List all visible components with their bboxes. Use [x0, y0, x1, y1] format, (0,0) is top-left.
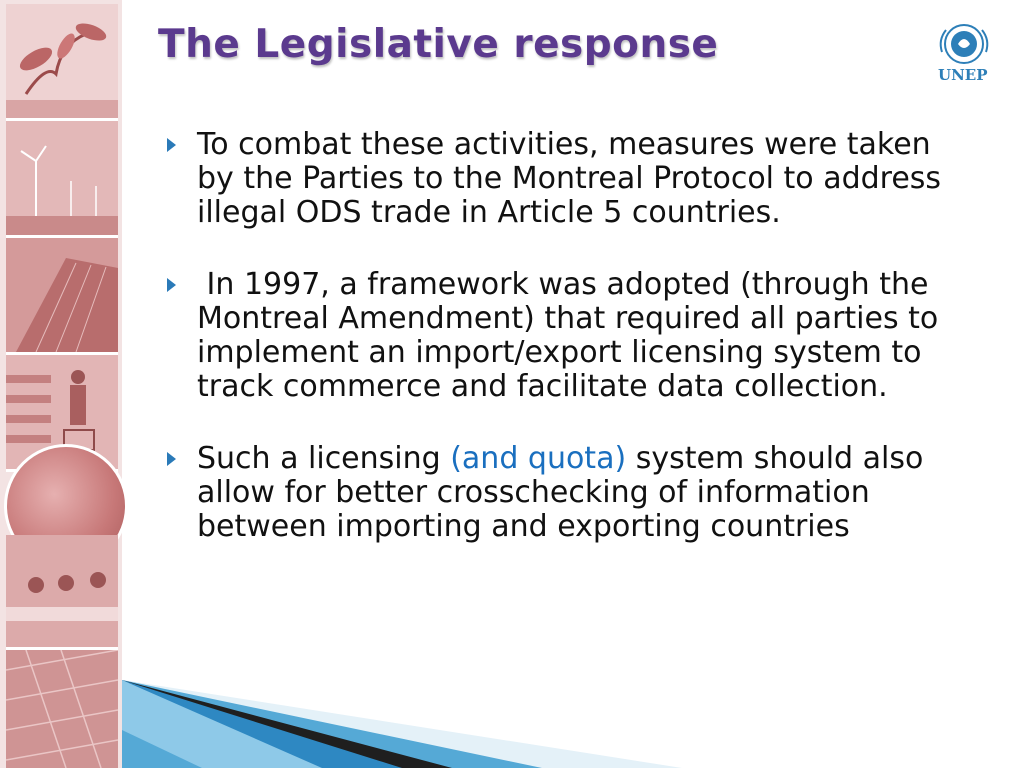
- bullet-item: [165, 128, 965, 230]
- bullet-text-end: system should also allow for better crosschecking of information between importing and exporting countries: [197, 441, 933, 544]
- solar-panel-image: [6, 650, 118, 771]
- plant-image: [6, 4, 118, 121]
- decorative-sidebar: [0, 0, 122, 768]
- bullet-text-start: Such a licensing: [197, 441, 451, 476]
- bullet-text: To combat these activities, measures were taken by the Parties to the Montreal Protocol to address illegal ODS trade in Article 5 countries.: [197, 127, 942, 230]
- highlighted-text: (and quota): [450, 441, 627, 476]
- bullet-list: [165, 128, 965, 582]
- meeting-image: [6, 535, 118, 650]
- bullet-arrow-icon: [167, 138, 176, 152]
- bullet-arrow-icon: [167, 278, 176, 292]
- bullet-text: In 1997, a framework was adopted (through the Montreal Amendment) that required all parties to implement an import/export licensing system to track commerce and facilitate data collection.: [197, 267, 948, 404]
- bullet-item: [165, 268, 965, 404]
- building-image: [6, 238, 118, 355]
- footer-decoration: [122, 680, 682, 768]
- bullet-arrow-icon: [167, 452, 176, 466]
- wind-turbines-image: [6, 121, 118, 238]
- bullet-item: [165, 442, 965, 544]
- logo-text: UNEP: [938, 66, 988, 84]
- slide-title: The Legislative response: [158, 22, 719, 67]
